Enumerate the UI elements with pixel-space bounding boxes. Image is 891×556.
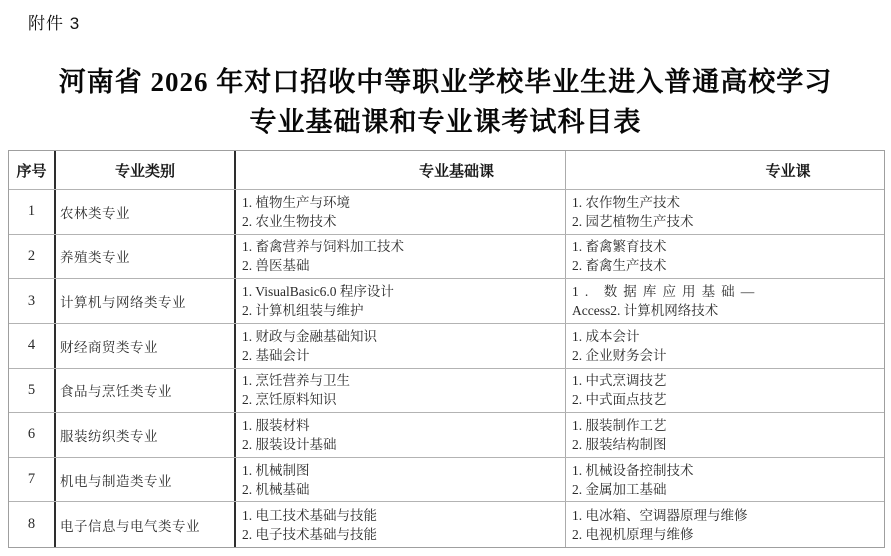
category-label: 服装纺织类专业 — [60, 428, 158, 444]
header-cell-category: 专业类别 — [56, 151, 236, 189]
row-number: 5 — [27, 381, 36, 398]
basic-courses-cell — [236, 458, 566, 502]
professional-course-1: 1. 成本会计 — [572, 328, 640, 344]
professional-courses-cell — [566, 502, 884, 547]
category-cell — [56, 413, 236, 457]
document-title-line1: 河南省 2026 年对口招收中等职业学校毕业生进入普通高校学习 — [58, 67, 833, 97]
category-label: 财经商贸类专业 — [60, 339, 158, 355]
basic-courses-cell — [236, 279, 566, 323]
table-row — [9, 279, 884, 324]
basic-course-2: 2. 烹饪原料知识 — [242, 392, 337, 408]
row-num-cell — [9, 369, 56, 413]
table-row — [9, 369, 884, 414]
basic-courses-cell — [236, 190, 566, 234]
basic-courses-cell — [236, 413, 566, 457]
basic-course-1: 1. 财政与金融基础知识 — [242, 328, 377, 344]
professional-course-1: 1. 机械设备控制技术 — [572, 462, 694, 478]
row-num-cell — [9, 190, 56, 234]
professional-course-2: 2. 畜禽生产技术 — [572, 258, 667, 274]
basic-course-2: 2. 兽医基础 — [242, 258, 310, 274]
basic-courses-cell — [236, 369, 566, 413]
professional-courses-cell — [566, 235, 884, 279]
header-cell-basic-courses: 专业基础课 — [236, 151, 566, 189]
category-label: 食品与烹饪类专业 — [60, 384, 172, 400]
professional-course-1: 1. 服装制作工艺 — [572, 417, 667, 433]
basic-course-2: 2. 基础会计 — [242, 347, 310, 363]
table-row — [9, 235, 884, 280]
row-num-cell — [9, 324, 56, 368]
professional-courses-cell — [566, 458, 884, 502]
category-cell — [56, 458, 236, 502]
basic-course-2: 2. 农业生物技术 — [242, 213, 337, 229]
header-cell-num: 序号 — [9, 151, 56, 189]
professional-course-2: 2. 电视机原理与维修 — [572, 526, 694, 542]
basic-course-2: 2. 电子技术基础与技能 — [242, 526, 377, 542]
professional-courses-cell — [566, 279, 884, 323]
professional-course-1: 1. 数据库应用基础— — [572, 284, 761, 300]
row-number: 3 — [27, 292, 36, 309]
row-num-cell — [9, 458, 56, 502]
exam-subjects-table — [8, 150, 885, 548]
professional-courses-cell — [566, 324, 884, 368]
category-label: 农林类专业 — [60, 205, 130, 221]
row-number: 8 — [27, 516, 36, 533]
row-number: 4 — [27, 337, 36, 354]
professional-courses-cell — [566, 190, 884, 234]
category-cell — [56, 502, 236, 547]
professional-course-2: 2. 中式面点技艺 — [572, 392, 667, 408]
row-number: 1 — [27, 203, 36, 220]
basic-course-2: 2. 计算机组装与维护 — [242, 303, 364, 319]
row-num-cell — [9, 502, 56, 547]
professional-course-1: 1. 中式烹调技艺 — [572, 373, 667, 389]
professional-course-2: Access2. 计算机网络技术 — [572, 303, 719, 319]
category-cell — [56, 190, 236, 234]
category-label: 电子信息与电气类专业 — [60, 518, 200, 534]
basic-courses-cell — [236, 235, 566, 279]
professional-course-2: 2. 服装结构制图 — [572, 436, 667, 452]
professional-course-2: 2. 金属加工基础 — [572, 481, 667, 497]
category-cell — [56, 235, 236, 279]
professional-course-1: 1. 畜禽繁育技术 — [572, 239, 667, 255]
professional-course-2: 2. 企业财务会计 — [572, 347, 667, 363]
table-row — [9, 502, 884, 547]
basic-course-1: 1. 植物生产与环境 — [242, 194, 350, 210]
table-header-row — [9, 151, 884, 190]
basic-courses-cell — [236, 324, 566, 368]
table-row — [9, 413, 884, 458]
row-num-cell — [9, 235, 56, 279]
basic-course-1: 1. 机械制图 — [242, 462, 310, 478]
table-row — [9, 458, 884, 503]
basic-course-2: 2. 机械基础 — [242, 481, 310, 497]
professional-course-1: 1. 电冰箱、空调器原理与维修 — [572, 507, 748, 523]
row-number: 7 — [27, 471, 36, 488]
professional-course-1: 1. 农作物生产技术 — [572, 194, 680, 210]
basic-course-1: 1. 电工技术基础与技能 — [242, 507, 377, 523]
basic-course-1: 1. 烹饪营养与卫生 — [242, 373, 350, 389]
basic-course-1: 1. 畜禽营养与饲料加工技术 — [242, 239, 404, 255]
row-num-cell — [9, 279, 56, 323]
table-row — [9, 324, 884, 369]
category-label: 计算机与网络类专业 — [60, 295, 186, 311]
category-cell — [56, 324, 236, 368]
attachment-label: 附件 3 — [28, 14, 81, 33]
basic-course-1: 1. VisualBasic6.0 程序设计 — [242, 284, 394, 300]
category-cell — [56, 279, 236, 323]
basic-course-2: 2. 服装设计基础 — [242, 436, 337, 452]
basic-course-1: 1. 服装材料 — [242, 417, 310, 433]
header-cell-professional-courses: 专业课 — [765, 162, 811, 180]
category-label: 养殖类专业 — [60, 250, 130, 266]
row-number: 6 — [27, 426, 36, 443]
table-row — [9, 190, 884, 235]
row-num-cell — [9, 413, 56, 457]
professional-courses-cell — [566, 413, 884, 457]
basic-courses-cell — [236, 502, 566, 547]
document-title-line2: 专业基础课和专业课考试科目表 — [249, 107, 642, 137]
professional-courses-cell — [566, 369, 884, 413]
document-title — [0, 62, 891, 142]
category-cell — [56, 369, 236, 413]
row-number: 2 — [27, 247, 36, 264]
professional-course-2: 2. 园艺植物生产技术 — [572, 213, 694, 229]
category-label: 机电与制造类专业 — [60, 473, 172, 489]
